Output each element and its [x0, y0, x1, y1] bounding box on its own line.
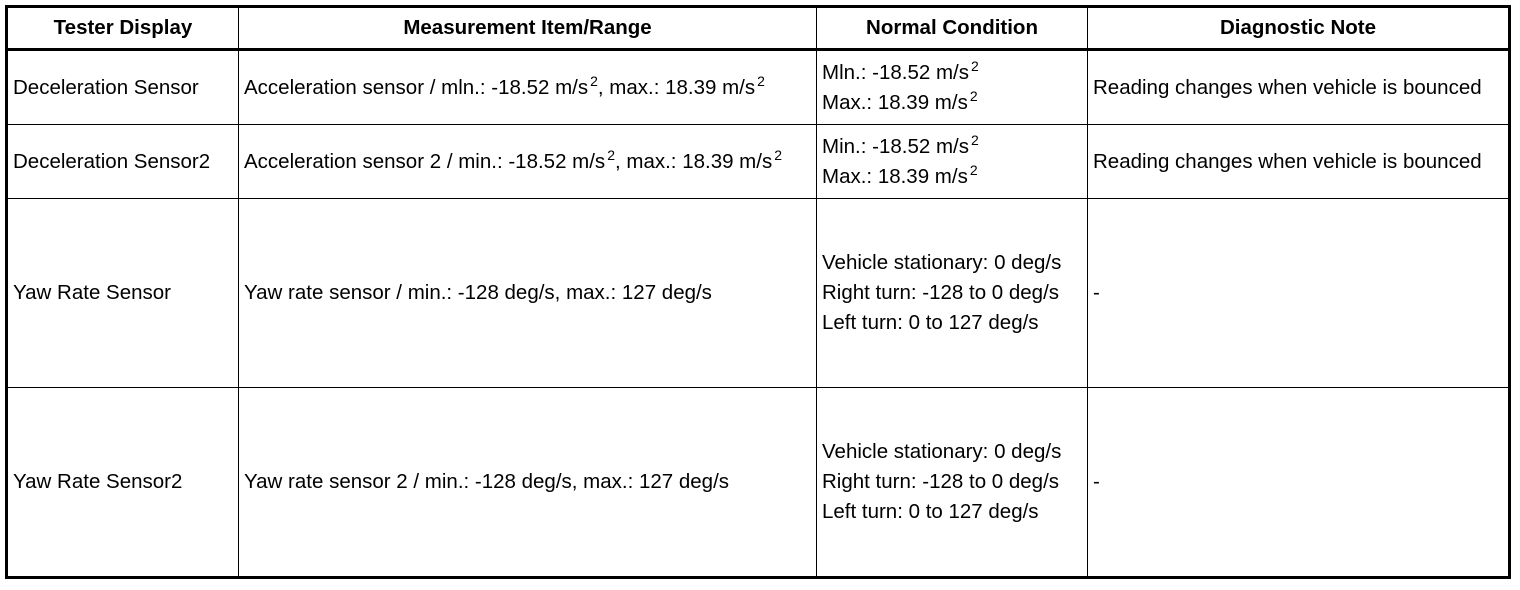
superscript: 2: [969, 87, 978, 104]
cell-normal-condition: Vehicle stationary: 0 deg/s Right turn: -128 to 0 deg/s Left turn: 0 to 127 deg/s: [817, 199, 1088, 388]
header-normal-condition: Normal Condition: [817, 7, 1088, 50]
measurement-text: Acceleration sensor / mln.: -18.52 m/s: [244, 75, 589, 99]
table-row: [7, 199, 1510, 388]
cell-normal-condition: [817, 50, 1088, 125]
cell-diagnostic-note: -: [1088, 199, 1510, 388]
cell-tester-display: Yaw Rate Sensor: [7, 199, 239, 388]
measurement-text: , max.: 18.39 m/s: [614, 149, 773, 173]
normal-text: Max.: 18.39 m/s: [822, 90, 968, 114]
superscript: 2: [590, 72, 598, 89]
superscript: 2: [970, 131, 979, 148]
table-header-row: [7, 7, 1510, 50]
superscript: 2: [774, 146, 783, 163]
header-diagnostic-note: Diagnostic Note: [1088, 7, 1510, 50]
header-measurement-item-range: Measurement Item/Range: [239, 7, 817, 50]
cell-diagnostic-note: -: [1088, 388, 1510, 578]
cell-diagnostic-note: Reading changes when vehicle is bounced: [1088, 50, 1510, 125]
superscript: 2: [607, 146, 615, 163]
table-row: [7, 388, 1510, 578]
cell-normal-condition: [817, 125, 1088, 199]
normal-text: Max.: 18.39 m/s: [822, 164, 968, 188]
superscript: 2: [757, 72, 765, 89]
cell-measurement: Yaw rate sensor 2 / min.: -128 deg/s, max.: 127 deg/s: [239, 388, 817, 578]
normal-max-line: [822, 162, 1087, 192]
cell-tester-display: Yaw Rate Sensor2: [7, 388, 239, 578]
normal-text: Mln.: -18.52 m/s: [822, 60, 969, 84]
normal-min-line: [822, 58, 1087, 88]
table-row: [7, 50, 1510, 125]
table-row: [7, 125, 1510, 199]
cell-tester-display: Deceleration Sensor2: [7, 125, 239, 199]
normal-max-line: [822, 88, 1087, 118]
measurement-text: Acceleration sensor 2 / min.: -18.52 m/s: [244, 149, 606, 173]
cell-measurement: Yaw rate sensor / min.: -128 deg/s, max.: 127 deg/s: [239, 199, 817, 388]
cell-measurement: [239, 125, 817, 199]
diagnostic-data-table: [5, 5, 1511, 579]
superscript: 2: [969, 161, 978, 178]
superscript: 2: [970, 57, 979, 74]
cell-measurement: [239, 50, 817, 125]
cell-normal-condition: Vehicle stationary: 0 deg/s Right turn: -128 to 0 deg/s Left turn: 0 to 127 deg/s: [817, 388, 1088, 578]
normal-text: Min.: -18.52 m/s: [822, 134, 969, 158]
header-tester-display: Tester Display: [7, 7, 239, 50]
measurement-text: , max.: 18.39 m/s: [597, 75, 756, 99]
cell-tester-display: Deceleration Sensor: [7, 50, 239, 125]
cell-diagnostic-note: Reading changes when vehicle is bounced: [1088, 125, 1510, 199]
normal-min-line: [822, 132, 1087, 162]
